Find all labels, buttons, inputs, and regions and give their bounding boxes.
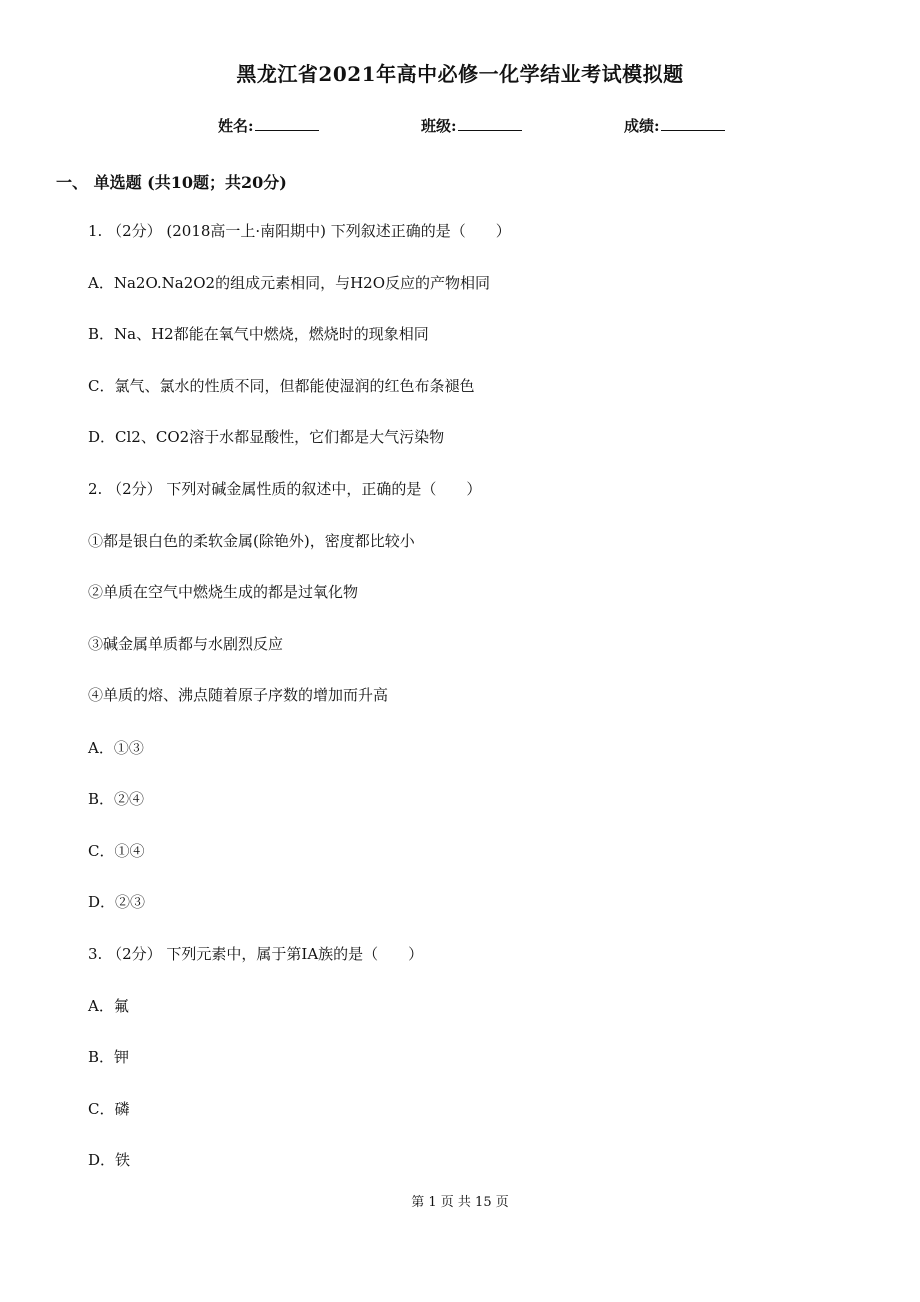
question-3-option-c: C．磷: [88, 1100, 130, 1118]
score-field: [624, 115, 725, 136]
question-2-option-d: D．②③: [88, 893, 146, 911]
question-1-option-d: D．Cl2、CO2溶于水都显酸性，它们都是大气污染物: [88, 428, 445, 446]
question-2-statement-2: ②单质在空气中燃烧生成的都是过氧化物: [88, 583, 359, 601]
class-label: 班级:: [421, 117, 457, 135]
class-blank: [458, 116, 522, 131]
question-2-option-c: C．①④: [88, 842, 145, 860]
question-2-statement-4: ④单质的熔、沸点随着原子序数的增加而升高: [88, 686, 389, 704]
question-1-stem: 1. （2分） (2018高一上·南阳期中) 下列叙述正确的是（ ）: [88, 222, 511, 240]
name-label: 姓名:: [218, 117, 254, 135]
score-label: 成绩:: [624, 117, 660, 135]
page-title: 黑龙江省2021年高中必修一化学结业考试模拟题: [236, 62, 684, 86]
question-3-stem: 3. （2分） 下列元素中，属于第ⅠA族的是（ ）: [88, 945, 424, 963]
question-1-option-c: C．氯气、氯水的性质不同，但都能使湿润的红色布条褪色: [88, 377, 475, 395]
question-2-stem: 2. （2分） 下列对碱金属性质的叙述中，正确的是（ ）: [88, 480, 482, 498]
section-heading: 一、 单选题 (共10题；共20分): [56, 173, 287, 192]
question-3-option-d: D．铁: [88, 1151, 131, 1169]
name-field: [218, 115, 319, 136]
page-footer: 第 1 页 共 15 页: [411, 1195, 509, 1210]
question-3-option-a: A．氟: [88, 997, 129, 1015]
question-2-option-a: A．①③: [88, 739, 144, 757]
question-2-statement-3: ③碱金属单质都与水剧烈反应: [88, 635, 284, 653]
name-blank: [255, 116, 319, 131]
question-2-statement-1: ①都是银白色的柔软金属(除铯外)，密度都比较小: [88, 532, 415, 550]
class-field: [421, 115, 522, 136]
question-2-option-b: B．②④: [88, 790, 145, 808]
score-blank: [661, 116, 725, 131]
question-3-option-b: B．钾: [88, 1048, 130, 1066]
question-1-option-a: A．Na2O.Na2O2的组成元素相同，与H2O反应的产物相同: [88, 274, 491, 292]
question-1-option-b: B．Na、H2都能在氧气中燃烧，燃烧时的现象相同: [88, 325, 429, 343]
